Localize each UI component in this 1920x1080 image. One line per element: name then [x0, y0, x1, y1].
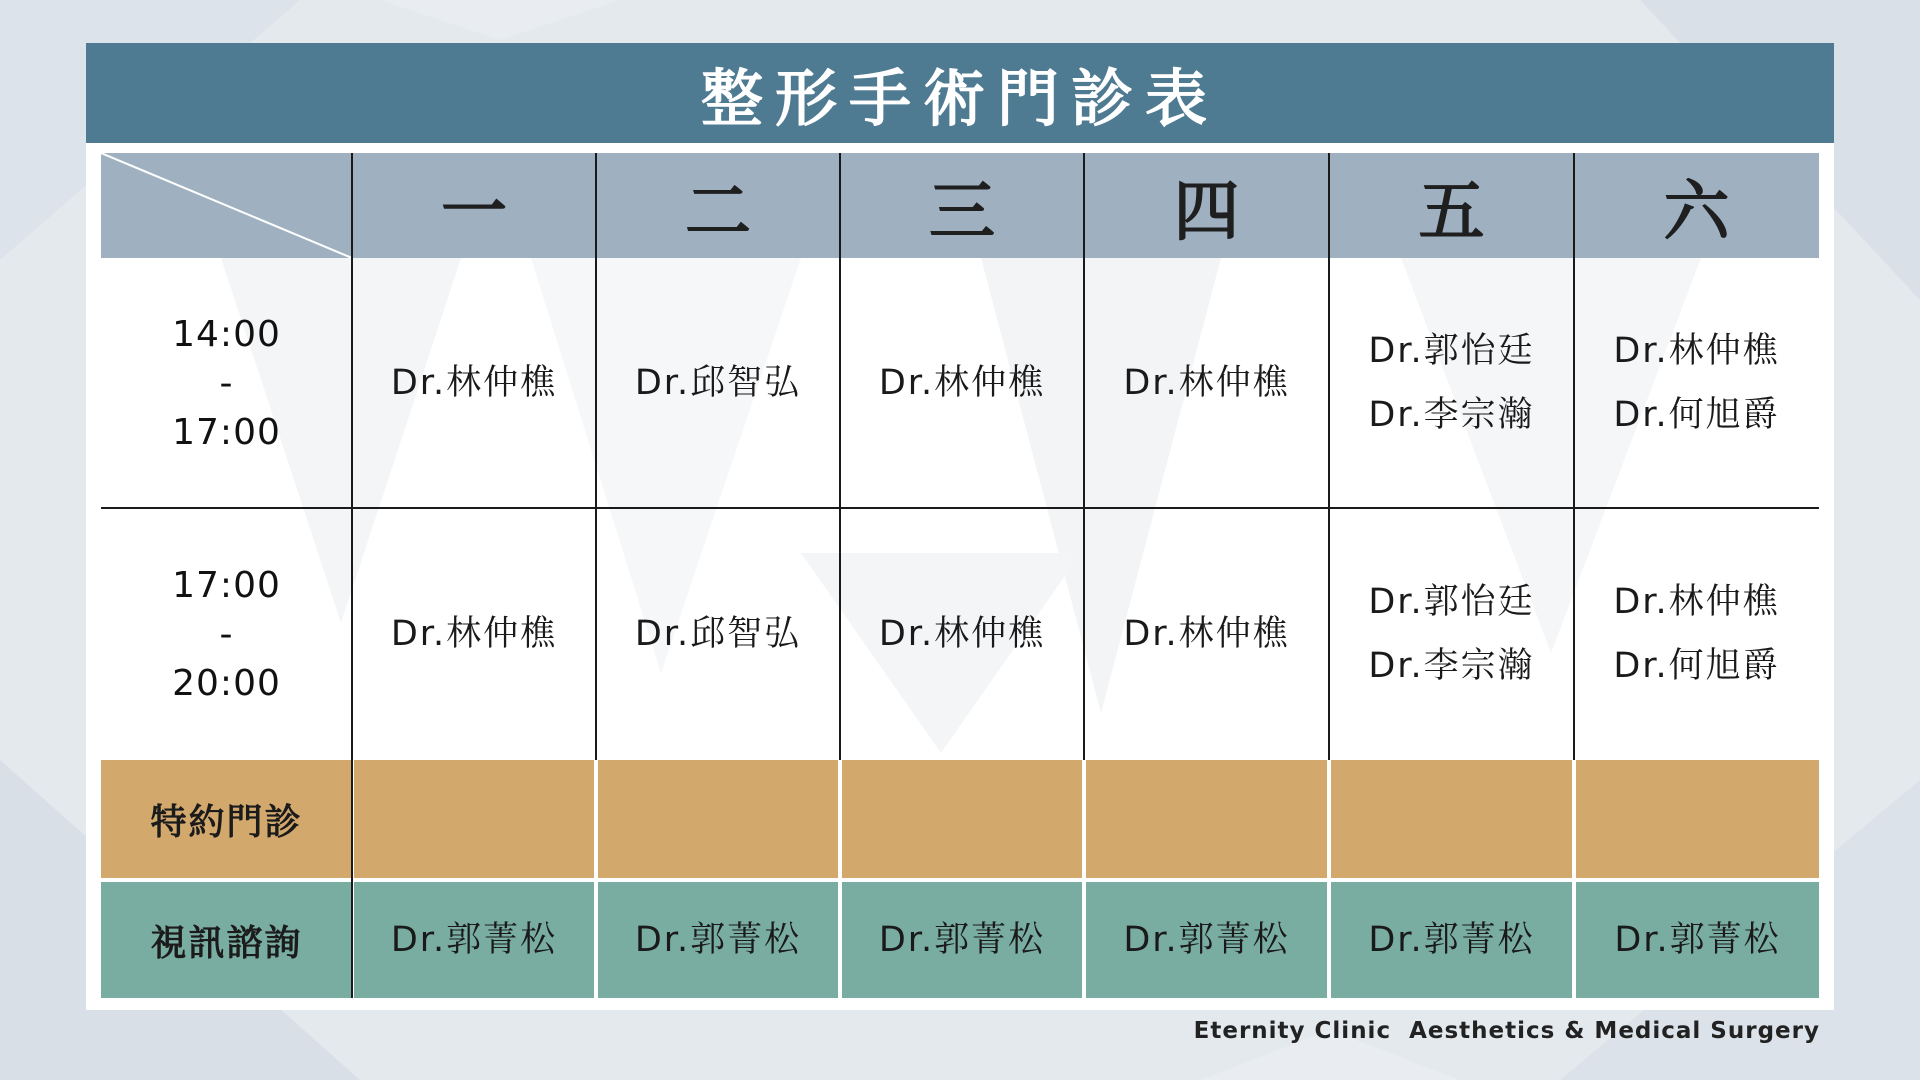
- video-thu-cell: Dr.郭菁松: [1086, 882, 1327, 998]
- doctor-name: Dr.李宗瀚: [1368, 646, 1535, 686]
- special-sat-cell: [1576, 760, 1819, 878]
- slot2-mon-cell: [352, 508, 596, 760]
- column-divider: [351, 153, 353, 998]
- doctor-name: Dr.邱智弘: [634, 614, 802, 654]
- schedule-card: [86, 43, 1834, 1010]
- day-header-tue: 二: [596, 153, 840, 258]
- time-slot-1: [101, 258, 352, 508]
- day-header-sat: 六: [1574, 153, 1819, 258]
- video-wed-cell: Dr.郭菁松: [842, 882, 1082, 998]
- doctor-name: Dr.林仲樵: [1123, 363, 1290, 403]
- special-fri-cell: [1331, 760, 1572, 878]
- doctor-name: Dr.李宗瀚: [1368, 395, 1535, 435]
- doctor-name: Dr.郭怡廷: [1368, 331, 1535, 371]
- day-header-thu: 四: [1084, 153, 1329, 258]
- slot1-sat-cell: [1574, 258, 1819, 508]
- doctor-name: Dr.林仲樵: [1613, 582, 1780, 622]
- slot2-thu-cell: [1084, 508, 1329, 760]
- time-separator: -: [219, 613, 234, 655]
- clinic-footer: Eternity Clinic Aesthetics & Medical Surgery: [1193, 1018, 1820, 1044]
- special-mon-cell: [354, 760, 594, 878]
- special-tue-cell: [598, 760, 838, 878]
- doctor-name: Dr.林仲樵: [1613, 331, 1780, 371]
- doctor-name: Dr.林仲樵: [878, 614, 1046, 654]
- column-divider: [839, 153, 841, 760]
- doctor-name: Dr.林仲樵: [390, 614, 558, 654]
- slot2-fri-cell: [1329, 508, 1574, 760]
- time-start: 14:00: [172, 313, 281, 355]
- time-separator: -: [219, 362, 234, 404]
- video-consult-label: 視訊諮詢: [101, 882, 352, 998]
- day-header-mon: 一: [352, 153, 596, 258]
- time-start: 17:00: [172, 564, 281, 606]
- time-slot-2: [101, 508, 352, 760]
- doctor-name: Dr.何旭爵: [1613, 395, 1780, 435]
- slot1-fri-cell: [1329, 258, 1574, 508]
- video-mon-cell: Dr.郭菁松: [354, 882, 594, 998]
- special-wed-cell: [842, 760, 1082, 878]
- slot1-mon-cell: [352, 258, 596, 508]
- special-clinic-label: 特約門診: [101, 760, 352, 878]
- column-divider: [1328, 153, 1330, 760]
- time-end: 17:00: [172, 411, 281, 453]
- video-fri-cell: Dr.郭菁松: [1331, 882, 1572, 998]
- column-divider: [595, 153, 597, 760]
- column-divider: [1573, 153, 1575, 760]
- video-sat-cell: Dr.郭菁松: [1576, 882, 1819, 998]
- day-header-wed: 三: [840, 153, 1084, 258]
- row-divider: [101, 507, 1819, 509]
- video-tue-cell: Dr.郭菁松: [598, 882, 838, 998]
- schedule-table: [101, 153, 1819, 998]
- corner-diagonal: [101, 153, 352, 258]
- slot1-wed-cell: [840, 258, 1084, 508]
- doctor-name: Dr.何旭爵: [1613, 646, 1780, 686]
- slot1-tue-cell: [596, 258, 840, 508]
- slot2-sat-cell: [1574, 508, 1819, 760]
- slot2-tue-cell: [596, 508, 840, 760]
- time-end: 20:00: [172, 662, 281, 704]
- doctor-name: Dr.林仲樵: [878, 363, 1046, 403]
- doctor-name: Dr.林仲樵: [390, 363, 558, 403]
- slot2-wed-cell: [840, 508, 1084, 760]
- special-thu-cell: [1086, 760, 1327, 878]
- page-title: 整形手術門診表: [86, 43, 1834, 143]
- column-divider: [1083, 153, 1085, 760]
- header-corner-cell: [101, 153, 352, 258]
- slot1-thu-cell: [1084, 258, 1329, 508]
- day-header-fri: 五: [1329, 153, 1574, 258]
- doctor-name: Dr.邱智弘: [634, 363, 802, 403]
- doctor-name: Dr.郭怡廷: [1368, 582, 1535, 622]
- doctor-name: Dr.林仲樵: [1123, 614, 1290, 654]
